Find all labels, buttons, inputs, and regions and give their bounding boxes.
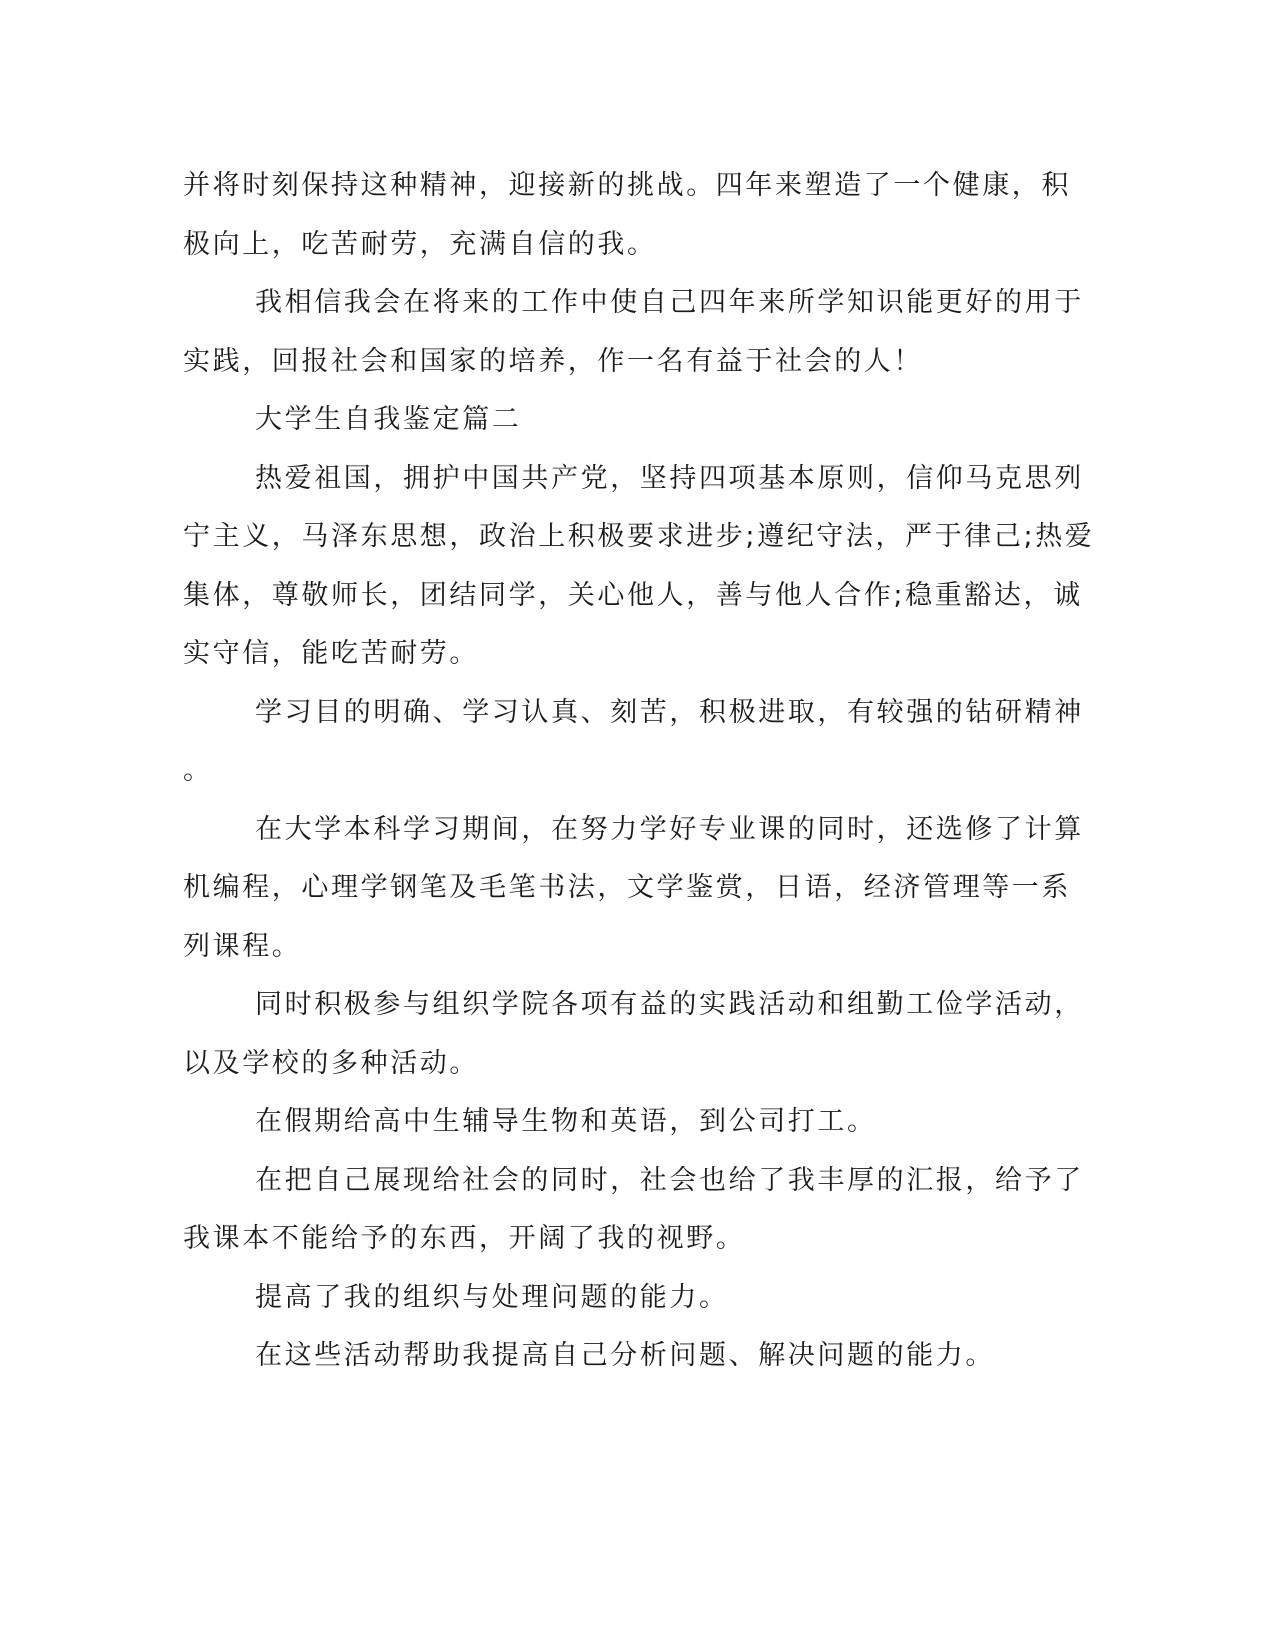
text-line: 实践，回报社会和国家的培养，作一名有益于社会的人！ — [183, 345, 923, 377]
text-line: 列课程。 — [183, 930, 302, 962]
text-line: 机编程，心理学钢笔及毛笔书法，文学鉴赏，日语，经济管理等一系 — [183, 872, 1071, 903]
text-line: 宁主义，马泽东思想，政治上积极要求进步;遵纪守法，严于律己;热爱 — [183, 521, 1095, 552]
text-line: 同时积极参与组织学院各项有益的实践活动和组勤工俭学活动， — [255, 989, 1084, 1020]
section-heading: 大学生自我鉴定篇二 — [255, 404, 522, 435]
text-line: 在这些活动帮助我提高自己分析问题、解决问题的能力。 — [255, 1340, 995, 1371]
text-line: 在大学本科学习期间，在努力学好专业课的同时，还选修了计算 — [255, 813, 1084, 845]
text-line: 以及学校的多种活动。 — [183, 1047, 479, 1079]
text-line: 在假期给高中生辅导生物和英语，到公司打工。 — [255, 1106, 877, 1137]
text-line: 我相信我会在将来的工作中使自己四年来所学知识能更好的用于 — [255, 287, 1084, 318]
text-line: 集体，尊敬师长，团结同学，关心他人，善与他人合作;稳重豁达，诚 — [183, 579, 1083, 611]
text-line: 提高了我的组织与处理问题的能力。 — [255, 1281, 729, 1313]
text-line: 极向上，吃苦耐劳，充满自信的我。 — [183, 228, 657, 260]
text-line: 。 — [183, 755, 213, 786]
text-line: 实守信，能吃苦耐劳。 — [183, 638, 479, 669]
text-line: 在把自己展现给社会的同时，社会也给了我丰厚的汇报，给予了 — [255, 1164, 1084, 1196]
text-line: 学习目的明确、学习认真、刻苦，积极进取，有较强的钻研精神 — [255, 696, 1084, 728]
text-line: 热爱祖国，拥护中国共产党，坚持四项基本原则，信仰马克思列 — [255, 462, 1084, 494]
text-line: 我课本不能给予的东西，开阔了我的视野。 — [183, 1223, 746, 1254]
document-body — [183, 157, 1095, 1386]
text-line: 并将时刻保持这种精神，迎接新的挑战。四年来塑造了一个健康，积 — [183, 170, 1071, 201]
